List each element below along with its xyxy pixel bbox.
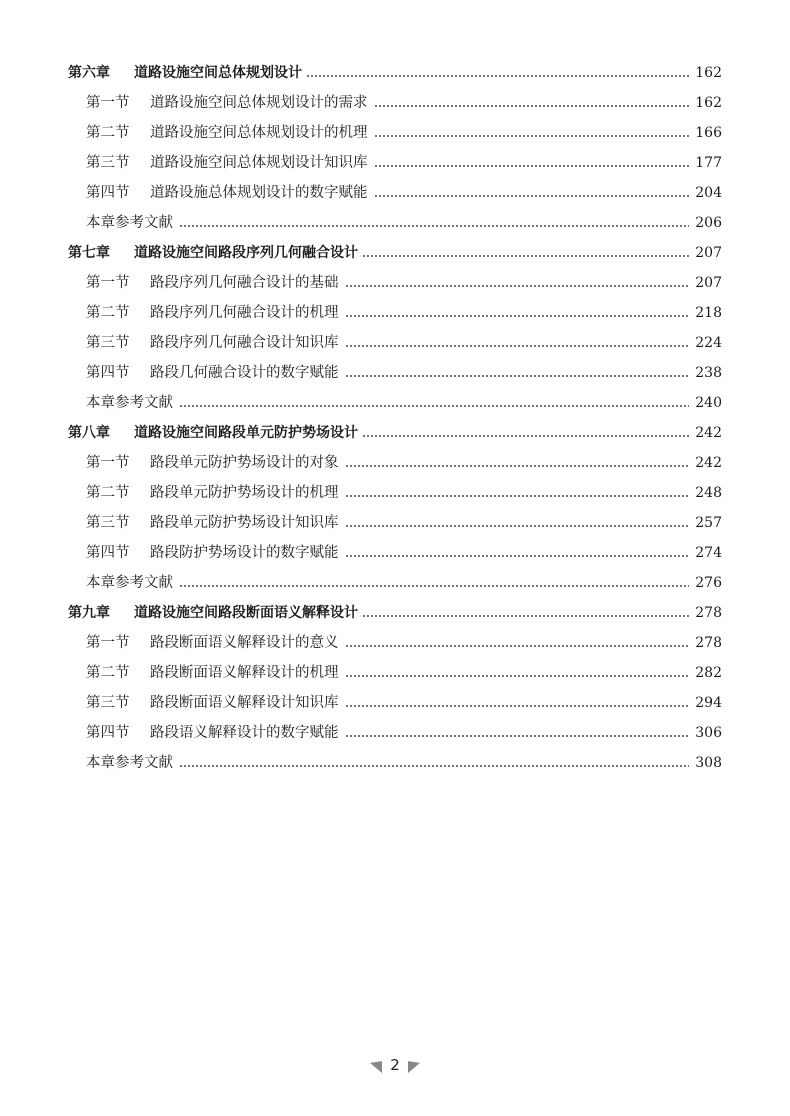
toc-entry-title: 路段单元防护势场设计的对象: [150, 455, 339, 471]
toc-entry-title: 本章参考文献: [86, 395, 173, 411]
toc-section-entry[interactable]: [68, 388, 722, 418]
toc-entry-number: 第二节: [86, 665, 130, 681]
table-of-contents: [68, 58, 722, 778]
dot-leader: [362, 435, 689, 438]
toc-entry-number: 第一节: [86, 275, 130, 291]
toc-entry-number: 第九章: [68, 605, 110, 621]
toc-section-entry[interactable]: [68, 478, 722, 508]
toc-section-entry[interactable]: [68, 118, 722, 148]
toc-entry-page: 294: [695, 695, 722, 711]
dot-leader: [345, 555, 690, 558]
dot-leader: [345, 705, 690, 708]
toc-entry-title: 路段序列几何融合设计知识库: [150, 335, 339, 351]
toc-entry-title: 路段单元防护势场设计知识库: [150, 515, 339, 531]
toc-section-entry[interactable]: [68, 298, 722, 328]
toc-entry-title: 路段防护势场设计的数字赋能: [150, 545, 339, 561]
toc-section-entry[interactable]: [68, 688, 722, 718]
toc-section-entry[interactable]: [68, 358, 722, 388]
toc-entry-page: 240: [695, 395, 722, 411]
toc-entry-title: 道路设施空间路段单元防护势场设计: [134, 425, 358, 441]
toc-entry-number: 第六章: [68, 65, 110, 81]
toc-entry-title: 路段语义解释设计的数字赋能: [150, 725, 339, 741]
toc-entry-number: 第八章: [68, 425, 110, 441]
toc-entry-title: 道路设施空间总体规划设计知识库: [150, 155, 368, 171]
toc-entry-title: 路段几何融合设计的数字赋能: [150, 365, 339, 381]
toc-entry-title: 路段断面语义解释设计的机理: [150, 665, 339, 681]
toc-entry-title: 路段断面语义解释设计的意义: [150, 635, 339, 651]
toc-section-entry[interactable]: [68, 718, 722, 748]
toc-entry-title: 路段单元防护势场设计的机理: [150, 485, 339, 501]
toc-chapter-entry[interactable]: [68, 58, 722, 88]
dot-leader: [179, 585, 689, 588]
toc-entry-page: 224: [695, 335, 722, 351]
toc-section-entry[interactable]: [68, 658, 722, 688]
toc-section-entry[interactable]: [68, 748, 722, 778]
toc-section-entry[interactable]: [68, 538, 722, 568]
toc-entry-page: 242: [695, 455, 722, 471]
toc-section-entry[interactable]: [68, 268, 722, 298]
toc-entry-title: 路段序列几何融合设计的基础: [150, 275, 339, 291]
toc-section-entry[interactable]: [68, 568, 722, 598]
toc-entry-page: 206: [695, 215, 722, 231]
toc-entry-page: 166: [695, 125, 722, 141]
dot-leader: [374, 135, 690, 138]
toc-entry-number: 第三节: [86, 335, 130, 351]
toc-entry-page: 162: [695, 65, 722, 81]
toc-chapter-entry[interactable]: [68, 238, 722, 268]
toc-entry-page: 248: [695, 485, 722, 501]
dot-leader: [374, 165, 690, 168]
toc-entry-title: 道路设施空间总体规划设计的需求: [150, 95, 368, 111]
toc-entry-page: 238: [695, 365, 722, 381]
toc-entry-page: 242: [695, 425, 722, 441]
dot-leader: [345, 675, 690, 678]
toc-chapter-entry[interactable]: [68, 418, 722, 448]
dot-leader: [306, 75, 689, 78]
dot-leader: [374, 195, 690, 198]
toc-entry-page: 282: [695, 665, 722, 681]
dot-leader: [362, 615, 689, 618]
toc-entry-number: 第一节: [86, 635, 130, 651]
toc-section-entry[interactable]: [68, 448, 722, 478]
toc-entry-title: 道路设施空间路段断面语义解释设计: [134, 605, 358, 621]
toc-section-entry[interactable]: [68, 88, 722, 118]
toc-entry-title: 道路设施空间总体规划设计的机理: [150, 125, 368, 141]
toc-entry-page: 306: [695, 725, 722, 741]
toc-entry-title: 本章参考文献: [86, 575, 173, 591]
toc-entry-number: 第四节: [86, 725, 130, 741]
toc-entry-number: 第二节: [86, 305, 130, 321]
toc-entry-number: 第一节: [86, 95, 130, 111]
toc-entry-number: 第七章: [68, 245, 110, 261]
toc-entry-page: 218: [695, 305, 722, 321]
toc-entry-title: 本章参考文献: [86, 755, 173, 771]
toc-entry-page: 276: [695, 575, 722, 591]
page-number: 2: [390, 1056, 400, 1074]
triangle-left-icon: [370, 1057, 382, 1073]
toc-section-entry[interactable]: [68, 178, 722, 208]
toc-entry-title: 本章参考文献: [86, 215, 173, 231]
toc-entry-number: 第四节: [86, 545, 130, 561]
toc-entry-number: 第三节: [86, 155, 130, 171]
toc-entry-title: 路段序列几何融合设计的机理: [150, 305, 339, 321]
toc-entry-number: 第四节: [86, 185, 130, 201]
toc-entry-page: 257: [695, 515, 722, 531]
dot-leader: [345, 315, 690, 318]
toc-section-entry[interactable]: [68, 208, 722, 238]
toc-entry-page: 207: [695, 245, 722, 261]
toc-section-entry[interactable]: [68, 328, 722, 358]
dot-leader: [374, 105, 690, 108]
dot-leader: [345, 525, 690, 528]
dot-leader: [345, 285, 690, 288]
toc-entry-number: 第二节: [86, 125, 130, 141]
toc-chapter-entry[interactable]: [68, 598, 722, 628]
toc-section-entry[interactable]: [68, 508, 722, 538]
toc-section-entry[interactable]: [68, 148, 722, 178]
triangle-right-icon: [408, 1057, 420, 1073]
dot-leader: [345, 735, 690, 738]
dot-leader: [345, 495, 690, 498]
dot-leader: [345, 645, 690, 648]
toc-entry-page: 177: [695, 155, 722, 171]
dot-leader: [179, 405, 689, 408]
dot-leader: [179, 225, 689, 228]
toc-entry-page: 278: [695, 635, 722, 651]
toc-entry-title: 路段断面语义解释设计知识库: [150, 695, 339, 711]
toc-entry-page: 278: [695, 605, 722, 621]
toc-entry-page: 162: [695, 95, 722, 111]
dot-leader: [362, 255, 689, 258]
toc-entry-title: 道路设施空间路段序列几何融合设计: [134, 245, 358, 261]
toc-entry-page: 204: [695, 185, 722, 201]
toc-entry-page: 207: [695, 275, 722, 291]
toc-entry-number: 第四节: [86, 365, 130, 381]
page-footer: [0, 1053, 790, 1077]
toc-entry-page: 274: [695, 545, 722, 561]
dot-leader: [345, 345, 690, 348]
toc-entry-title: 道路设施空间总体规划设计: [134, 65, 302, 81]
toc-entry-title: 道路设施总体规划设计的数字赋能: [150, 185, 368, 201]
toc-entry-page: 308: [695, 755, 722, 771]
dot-leader: [345, 375, 690, 378]
toc-entry-number: 第三节: [86, 515, 130, 531]
dot-leader: [345, 465, 690, 468]
toc-entry-number: 第一节: [86, 455, 130, 471]
toc-entry-number: 第三节: [86, 695, 130, 711]
toc-section-entry[interactable]: [68, 628, 722, 658]
toc-entry-number: 第二节: [86, 485, 130, 501]
dot-leader: [179, 765, 689, 768]
